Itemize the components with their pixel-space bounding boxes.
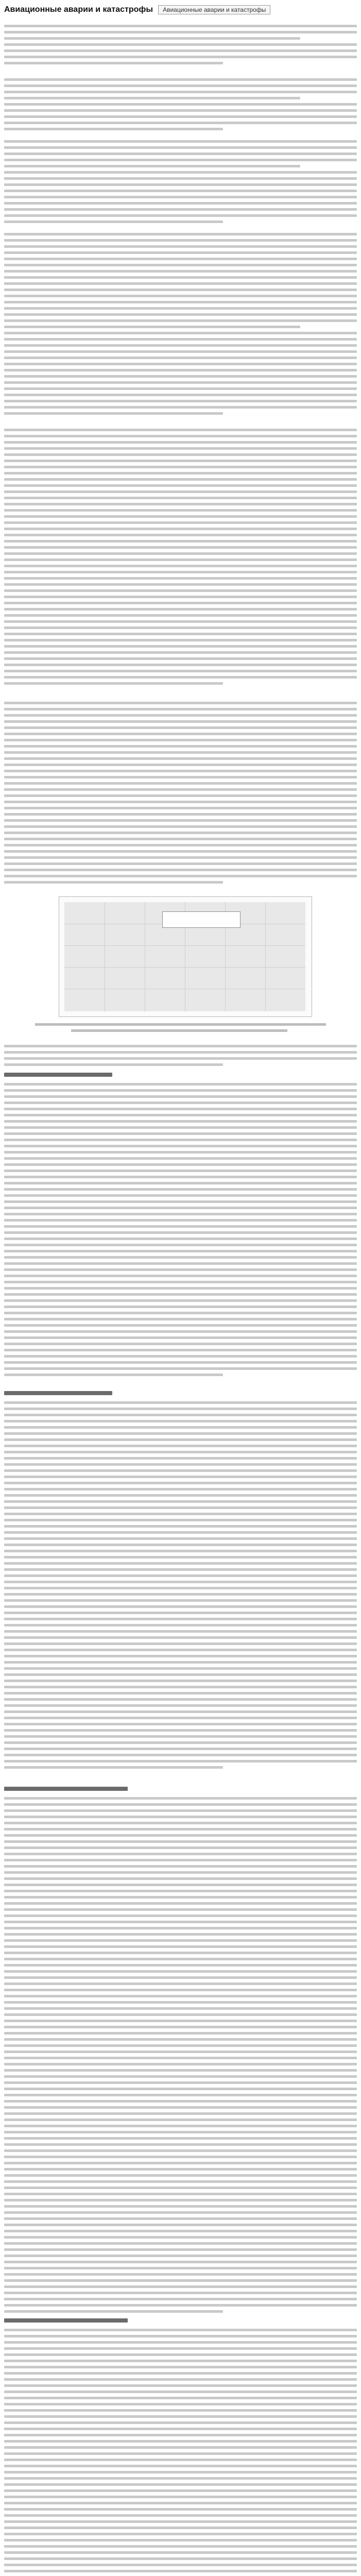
incident-list xyxy=(4,1797,357,2316)
section-heading xyxy=(4,2318,357,2323)
section-heading xyxy=(4,1391,357,1395)
page-title: Авиационные аварии и катастрофы xyxy=(4,5,153,14)
figure-caption xyxy=(35,1023,326,1026)
body-text xyxy=(4,78,357,134)
incident-list xyxy=(4,1401,357,1772)
page-header xyxy=(4,3,357,16)
figure-label-box xyxy=(162,911,240,928)
body-text xyxy=(4,702,357,887)
inline-figure xyxy=(59,896,312,1017)
body-text xyxy=(4,1045,357,1070)
body-text xyxy=(4,429,357,688)
section-heading xyxy=(4,1787,357,1791)
incident-list xyxy=(4,2329,357,2576)
intro-text xyxy=(4,25,357,68)
section-heading xyxy=(4,1073,357,1077)
body-text xyxy=(4,140,357,227)
title-label: Авиационные аварии и катастрофы xyxy=(158,5,270,14)
figure-image xyxy=(64,902,305,1011)
body-text xyxy=(4,233,357,418)
figure-caption xyxy=(71,1029,287,1032)
incident-list xyxy=(4,1083,357,1380)
